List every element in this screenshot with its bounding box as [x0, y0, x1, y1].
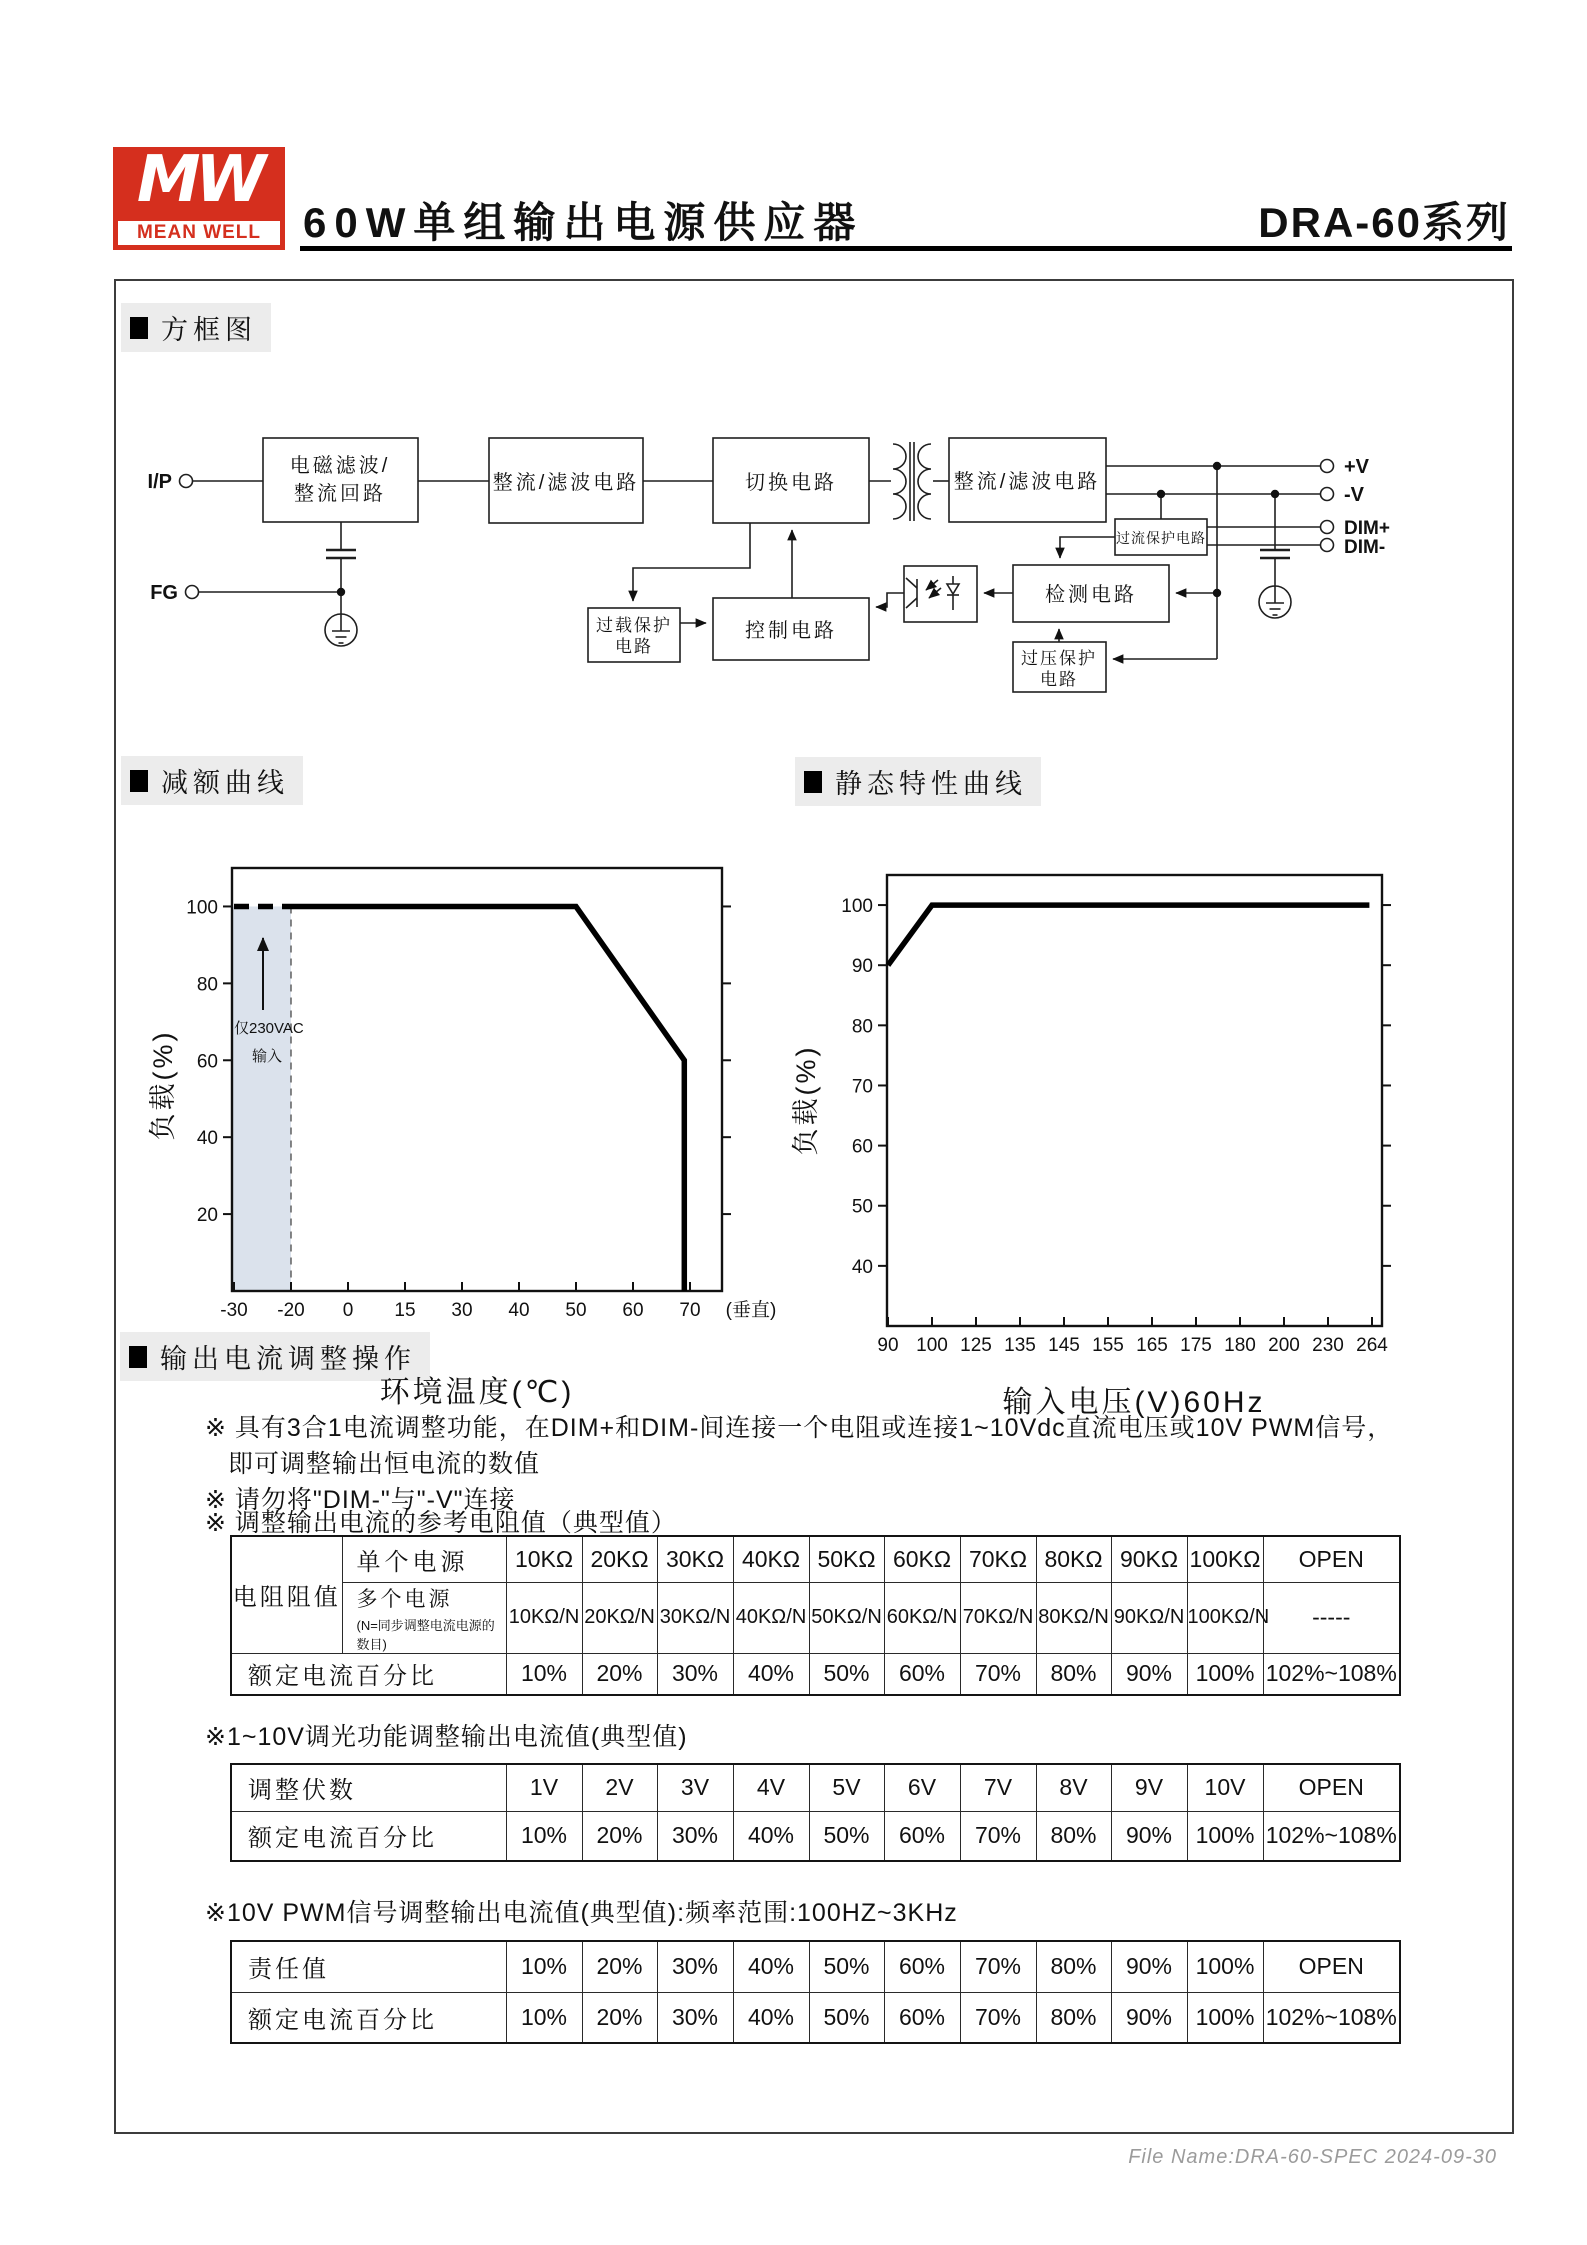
fg-terminal: [186, 586, 199, 599]
x-tick-label: 125: [960, 1335, 992, 1356]
box-label: 过流保护电路: [1116, 530, 1206, 546]
table-cell: 10V: [1187, 1764, 1263, 1811]
table-cell: -----: [1263, 1582, 1400, 1653]
switching-to-olp-arrow: [633, 523, 750, 601]
table-cell: 30KΩ: [657, 1536, 733, 1582]
table-cell: 50%: [809, 1811, 884, 1861]
table-cell: 30%: [657, 1941, 733, 1992]
title-rule: [300, 246, 1512, 251]
pwm-duty-table: [230, 1940, 1401, 2044]
adjust-note-1b: 即可调整输出恒电流的数值: [228, 1450, 541, 1478]
table-cell: 10%: [506, 1653, 582, 1695]
optocoupler-box: [904, 566, 977, 622]
table-cell: 10%: [506, 1992, 582, 2043]
series-title: DRA-60系列: [1258, 199, 1510, 246]
junction-dot: [1157, 490, 1165, 498]
x-tick-label: 175: [1180, 1335, 1212, 1356]
table-cell: 80KΩ/N: [1036, 1582, 1111, 1653]
table-cell: 70%: [960, 1811, 1036, 1861]
x-tick-label: 15: [394, 1300, 416, 1321]
table-cell: 50KΩ/N: [809, 1582, 884, 1653]
table-cell: OPEN: [1263, 1764, 1400, 1811]
table-cell: 20KΩ: [582, 1536, 657, 1582]
table-cell: 60%: [884, 1941, 960, 1992]
table-cell: 80%: [1036, 1992, 1111, 2043]
table-cell: 60%: [884, 1992, 960, 2043]
box-label: 电路: [1040, 670, 1078, 689]
table-cell: 7V: [960, 1764, 1036, 1811]
section-title: 减额曲线: [161, 768, 289, 798]
logo-mw-glyph: MW: [136, 143, 262, 217]
table-cell: 90KΩ/N: [1111, 1582, 1187, 1653]
table-cell: OPEN: [1263, 1941, 1400, 1992]
dimming-voltage-table: [230, 1763, 1401, 1862]
emi-filter-box: [263, 438, 418, 522]
resistor-adjust-table: [230, 1535, 1401, 1696]
logo-meanwell-text: MEAN WELL: [118, 221, 280, 245]
x-tick-label: 90: [877, 1335, 899, 1356]
table-cell: 100%: [1187, 1992, 1263, 2043]
transformer-primary-coil: [893, 444, 906, 519]
table-cell: 40%: [733, 1811, 809, 1861]
box-label: 整流回路: [294, 483, 386, 505]
box-label: 切换电路: [745, 472, 837, 494]
x-tick-label: -30: [220, 1300, 248, 1321]
page-title: 60W单组输出电源供应器: [303, 199, 864, 246]
terminal-label: DIM+: [1344, 518, 1390, 539]
table-cell: 60KΩ: [884, 1536, 960, 1582]
box-label: 控制电路: [745, 620, 837, 642]
note-pwm: ※10V PWM信号调整输出电流值(典型值):频率范围:100HZ~3KHz: [205, 1899, 958, 1927]
table-cell: 80%: [1036, 1653, 1111, 1695]
adjust-note-1: ※ 具有3合1电流调整功能，在DIM+和DIM-间连接一个电阻或连接1~10Vdc直流电压或10V PWM信号，: [205, 1414, 1394, 1442]
table-cell: 100KΩ: [1187, 1536, 1263, 1582]
table-cell: 100%: [1187, 1653, 1263, 1695]
x-tick-label: 135: [1004, 1335, 1036, 1356]
table-cell: 70%: [960, 1941, 1036, 1992]
x-tick-label: 60: [622, 1300, 644, 1321]
resistor-table-wrap: [230, 1535, 1401, 1696]
block-diagram: [80, 280, 1530, 750]
table-cell: 30%: [657, 1992, 733, 2043]
table-cell: 10KΩ: [506, 1536, 582, 1582]
annotation-text: 仅230VAC: [234, 1020, 304, 1037]
x-tick-label: 155: [1092, 1335, 1124, 1356]
y-tick-label: 80: [196, 974, 218, 996]
table-cell: 70KΩ/N: [960, 1582, 1036, 1653]
note-1to10v: ※1~10V调光功能调整输出电流值(典型值): [205, 1723, 688, 1751]
y-tick-label: 100: [186, 897, 218, 919]
table-cell: 30%: [657, 1653, 733, 1695]
section-title: 输出电流调整操作: [160, 1344, 416, 1374]
x-tick-label: -20: [277, 1300, 305, 1321]
table-cell: 80%: [1036, 1941, 1111, 1992]
table-cell: 2V: [582, 1764, 657, 1811]
dimminus-terminal: [1321, 539, 1334, 552]
row-label: 额定电流百分比: [231, 1811, 506, 1861]
section-title: 方框图: [161, 315, 257, 345]
x-tick-label: 165: [1136, 1335, 1168, 1356]
plot-frame: [232, 868, 722, 1291]
table-cell: 40%: [733, 1941, 809, 1992]
table-cell: 102%~108%: [1263, 1811, 1400, 1861]
section-title: 静态特性曲线: [835, 769, 1027, 799]
series-static-characteristic: [888, 905, 1369, 965]
x-tick-label: 200: [1268, 1335, 1300, 1356]
table-cell: 102%~108%: [1263, 1992, 1400, 2043]
x-tick-label: 70: [679, 1300, 701, 1321]
table-cell: 20%: [582, 1941, 657, 1992]
row-label: 单个电源: [342, 1536, 506, 1582]
shaded-region: [232, 906, 291, 1291]
box-label: 整流/滤波电路: [492, 472, 640, 494]
box-label: 过压保护: [1021, 649, 1097, 668]
junction-dot: [337, 588, 345, 596]
junction-dot: [1213, 589, 1221, 597]
box-label: 整流/滤波电路: [953, 471, 1101, 493]
x-tick-label: 50: [565, 1300, 587, 1321]
junction-dot: [1213, 462, 1221, 470]
x-tick-label: 230: [1312, 1335, 1344, 1356]
box-label: 电磁滤波/: [289, 455, 391, 477]
table-cell: 70%: [960, 1992, 1036, 2043]
terminal-label: FG: [150, 582, 178, 604]
table-cell: 4V: [733, 1764, 809, 1811]
dimming-table-wrap: [230, 1763, 1401, 1862]
y-tick-label: 70: [851, 1076, 873, 1098]
table-cell: 80KΩ: [1036, 1536, 1111, 1582]
table-cell: 40%: [733, 1653, 809, 1695]
x-tick-label: 180: [1224, 1335, 1256, 1356]
table-cell: 30KΩ/N: [657, 1582, 733, 1653]
table-cell: 10%: [506, 1941, 582, 1992]
meanwell-logo: [113, 143, 285, 250]
table-cell: 1V: [506, 1764, 582, 1811]
y-tick-label: 50: [851, 1196, 873, 1218]
row-label: 额定电流百分比: [231, 1653, 506, 1695]
table-cell: OPEN: [1263, 1536, 1400, 1582]
table-cell: 20KΩ/N: [582, 1582, 657, 1653]
table-cell: 90%: [1111, 1941, 1187, 1992]
table-cell: 20%: [582, 1992, 657, 2043]
row-group-label: 电阻阻值: [231, 1536, 342, 1653]
x-extra-label: (垂直): [725, 1300, 777, 1321]
vplus-terminal: [1321, 460, 1334, 473]
table-cell: 40%: [733, 1992, 809, 2043]
y-tick-label: 40: [851, 1256, 873, 1278]
table-cell: 100KΩ/N: [1187, 1582, 1263, 1653]
x-tick-label: 30: [451, 1300, 473, 1321]
x-axis-title: 环境温度(℃): [379, 1376, 575, 1409]
y-tick-label: 60: [196, 1051, 218, 1073]
x-axis-title: 输入电压(V)60Hz: [1002, 1386, 1266, 1419]
static-characteristic-chart: [791, 875, 1391, 1419]
table-cell: 40KΩ/N: [733, 1582, 809, 1653]
table-cell: 100%: [1187, 1811, 1263, 1861]
table-cell: 9V: [1111, 1764, 1187, 1811]
x-tick-label: 264: [1356, 1335, 1388, 1356]
table-cell: 60%: [884, 1653, 960, 1695]
table-cell: 50%: [809, 1653, 884, 1695]
y-tick-label: 80: [851, 1016, 873, 1038]
terminal-label: -V: [1344, 484, 1364, 506]
table-cell: 70KΩ: [960, 1536, 1036, 1582]
table-cell: 8V: [1036, 1764, 1111, 1811]
file-name-footer: File Name:DRA-60-SPEC 2024-09-30: [1128, 2146, 1497, 2168]
x-tick-label: 100: [916, 1335, 948, 1356]
table-cell: 3V: [657, 1764, 733, 1811]
table-cell: 30%: [657, 1811, 733, 1861]
y-tick-label: 60: [851, 1136, 873, 1158]
row-label: 额定电流百分比: [231, 1992, 506, 2043]
box-label: 过载保护: [596, 616, 672, 635]
opto-to-control-arrow: [876, 593, 904, 607]
table-cell: 10%: [506, 1811, 582, 1861]
table-cell: 90KΩ: [1111, 1536, 1187, 1582]
table-cell: 5V: [809, 1764, 884, 1811]
derating-chart: [148, 868, 776, 1409]
junction-dot: [1271, 490, 1279, 498]
table-cell: 20%: [582, 1653, 657, 1695]
table-cell: 80%: [1036, 1811, 1111, 1861]
table-cell: 40KΩ: [733, 1536, 809, 1582]
y-axis-title: 负载(%): [148, 1029, 178, 1141]
table-cell: 50%: [809, 1941, 884, 1992]
table-cell: 50KΩ: [809, 1536, 884, 1582]
x-tick-label: 145: [1048, 1335, 1080, 1356]
table-cell: 60%: [884, 1811, 960, 1861]
pwm-table-wrap: [230, 1940, 1401, 2044]
annotation-text: 输入: [252, 1048, 283, 1065]
y-tick-label: 40: [196, 1128, 218, 1150]
table-cell: 6V: [884, 1764, 960, 1811]
ocp-to-detect-arrow: [1060, 537, 1115, 558]
terminal-label: DIM-: [1344, 537, 1386, 558]
row-label: 责任值: [231, 1941, 506, 1992]
charts-canvas: [80, 740, 1540, 1440]
transformer-secondary-coil: [918, 444, 931, 519]
table-cell: 10KΩ/N: [506, 1582, 582, 1653]
adjust-note-3: ※ 调整输出电流的参考电阻值（典型值）: [205, 1509, 677, 1537]
table-cell: 90%: [1111, 1811, 1187, 1861]
x-tick-label: 40: [508, 1300, 530, 1321]
plot-frame: [887, 875, 1382, 1326]
terminal-label: +V: [1344, 456, 1370, 478]
table-cell: 90%: [1111, 1992, 1187, 2043]
adjust-note-2: ※ 请勿将"DIM-"与"-V"连接: [205, 1486, 516, 1514]
dimplus-terminal: [1321, 521, 1334, 534]
table-cell: 102%~108%: [1263, 1653, 1400, 1695]
y-tick-label: 100: [841, 896, 873, 918]
table-cell: 70%: [960, 1653, 1036, 1695]
ip-terminal: [180, 475, 193, 488]
box-label: 检测电路: [1045, 584, 1137, 606]
table-cell: 50%: [809, 1992, 884, 2043]
box-label: 电路: [615, 637, 653, 656]
table-cell: 20%: [582, 1811, 657, 1861]
terminal-label: I/P: [147, 471, 172, 493]
table-cell: 90%: [1111, 1653, 1187, 1695]
row-label: 多个电源 (N=同步调整电流电源的数目): [342, 1582, 506, 1653]
row-label: 调整伏数: [231, 1764, 506, 1811]
table-cell: 60KΩ/N: [884, 1582, 960, 1653]
series-derating-solid: [291, 907, 684, 1292]
y-tick-label: 20: [196, 1205, 218, 1227]
y-tick-label: 90: [851, 956, 873, 978]
table-cell: 100%: [1187, 1941, 1263, 1992]
x-tick-label: 0: [342, 1300, 354, 1321]
vminus-terminal: [1321, 488, 1334, 501]
y-axis-title: 负载(%): [791, 1044, 821, 1156]
